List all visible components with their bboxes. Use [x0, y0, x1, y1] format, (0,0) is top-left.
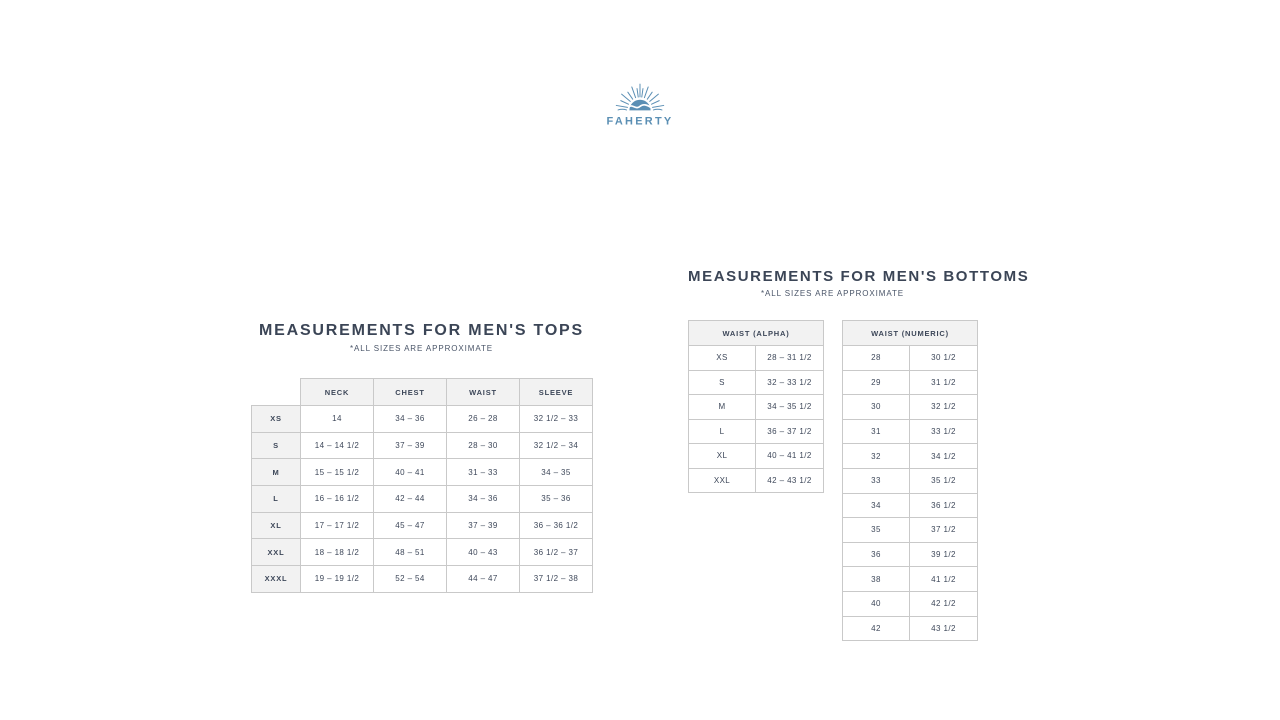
chest-value: 42 – 44	[374, 486, 447, 513]
neck-value: 16 – 16 1/2	[301, 486, 374, 513]
sleeve-value: 36 1/2 – 37	[520, 539, 593, 566]
neck-value: 14 – 14 1/2	[301, 432, 374, 459]
sleeve-value: 35 – 36	[520, 486, 593, 513]
waist-range: 32 – 33 1/2	[756, 370, 824, 395]
bottoms-subtitle: *ALL SIZES ARE APPROXIMATE	[761, 289, 904, 298]
sun-wave-icon	[583, 70, 697, 128]
size-label: XXL	[252, 539, 301, 566]
sleeve-value: 32 1/2 – 34	[520, 432, 593, 459]
chest-value: 52 – 54	[374, 566, 447, 593]
size-label: 29	[843, 370, 910, 395]
waist-value: 37 – 39	[447, 512, 520, 539]
waist-value: 28 – 30	[447, 432, 520, 459]
waist-range: 28 – 31 1/2	[756, 346, 824, 371]
waist-value: 33 1/2	[910, 419, 978, 444]
sleeve-value: 36 – 36 1/2	[520, 512, 593, 539]
neck-value: 18 – 18 1/2	[301, 539, 374, 566]
table-row	[252, 539, 593, 566]
size-label: M	[252, 459, 301, 486]
chest-value: 45 – 47	[374, 512, 447, 539]
chest-value: 40 – 41	[374, 459, 447, 486]
size-label: M	[689, 395, 756, 420]
neck-value: 17 – 17 1/2	[301, 512, 374, 539]
numeric-header-row	[843, 321, 978, 346]
tops-header-row	[252, 379, 593, 406]
size-label: XXXL	[252, 566, 301, 593]
waist-value: 43 1/2	[910, 616, 978, 641]
bottoms-title: MEASUREMENTS FOR MEN'S BOTTOMS	[688, 268, 1030, 285]
table-row	[843, 419, 978, 444]
table-row	[843, 346, 978, 371]
waist-value: 32 1/2	[910, 395, 978, 420]
tops-col-waist: WAIST	[447, 379, 520, 406]
table-row	[252, 486, 593, 513]
table-row	[843, 518, 978, 543]
table-row	[252, 512, 593, 539]
size-label: L	[252, 486, 301, 513]
table-row	[843, 567, 978, 592]
table-row	[689, 468, 824, 493]
table-row	[843, 370, 978, 395]
size-label: XL	[689, 444, 756, 469]
size-label: 35	[843, 518, 910, 543]
table-row	[843, 591, 978, 616]
tops-col-chest: CHEST	[374, 379, 447, 406]
size-label: 34	[843, 493, 910, 518]
waist-value: 40 – 43	[447, 539, 520, 566]
size-label: XL	[252, 512, 301, 539]
waist-value: 34 – 36	[447, 486, 520, 513]
sleeve-value: 34 – 35	[520, 459, 593, 486]
table-row	[843, 542, 978, 567]
waist-numeric-table	[842, 320, 978, 641]
table-row	[252, 406, 593, 433]
size-label: 40	[843, 591, 910, 616]
size-label: XXL	[689, 468, 756, 493]
table-row	[843, 395, 978, 420]
table-row	[843, 468, 978, 493]
table-row	[843, 616, 978, 641]
table-row	[252, 432, 593, 459]
logo-wordmark: FAHERTY	[606, 115, 674, 128]
waist-value: 31 – 33	[447, 459, 520, 486]
size-label: 42	[843, 616, 910, 641]
tops-corner-cell	[252, 379, 301, 406]
table-row	[843, 493, 978, 518]
table-row	[689, 395, 824, 420]
neck-value: 19 – 19 1/2	[301, 566, 374, 593]
waist-range: 36 – 37 1/2	[756, 419, 824, 444]
waist-value: 36 1/2	[910, 493, 978, 518]
tops-title: MEASUREMENTS FOR MEN'S TOPS	[258, 322, 585, 339]
waist-value: 26 – 28	[447, 406, 520, 433]
waist-value: 31 1/2	[910, 370, 978, 395]
waist-value: 35 1/2	[910, 468, 978, 493]
sleeve-value: 37 1/2 – 38	[520, 566, 593, 593]
table-row	[689, 419, 824, 444]
size-label: 31	[843, 419, 910, 444]
waist-range: 42 – 43 1/2	[756, 468, 824, 493]
table-row	[843, 444, 978, 469]
table-row	[689, 370, 824, 395]
table-row	[252, 566, 593, 593]
size-label: 28	[843, 346, 910, 371]
size-label: L	[689, 419, 756, 444]
size-label: 33	[843, 468, 910, 493]
size-label: 36	[843, 542, 910, 567]
waist-value: 42 1/2	[910, 591, 978, 616]
tops-subtitle: *ALL SIZES ARE APPROXIMATE	[350, 344, 493, 353]
neck-value: 15 – 15 1/2	[301, 459, 374, 486]
size-label: 38	[843, 567, 910, 592]
waist-range: 40 – 41 1/2	[756, 444, 824, 469]
numeric-header: WAIST (NUMERIC)	[843, 321, 978, 346]
size-label: 30	[843, 395, 910, 420]
waist-value: 30 1/2	[910, 346, 978, 371]
neck-value: 14	[301, 406, 374, 433]
table-row	[252, 459, 593, 486]
table-row	[689, 346, 824, 371]
faherty-logo	[583, 70, 697, 128]
waist-value: 41 1/2	[910, 567, 978, 592]
waist-value: 39 1/2	[910, 542, 978, 567]
chest-value: 48 – 51	[374, 539, 447, 566]
waist-range: 34 – 35 1/2	[756, 395, 824, 420]
chest-value: 37 – 39	[374, 432, 447, 459]
waist-alpha-table	[688, 320, 824, 493]
alpha-header: WAIST (ALPHA)	[689, 321, 824, 346]
alpha-header-row	[689, 321, 824, 346]
tops-size-table	[251, 378, 593, 593]
waist-value: 34 1/2	[910, 444, 978, 469]
sleeve-value: 32 1/2 – 33	[520, 406, 593, 433]
size-label: XS	[689, 346, 756, 371]
size-label: XS	[252, 406, 301, 433]
size-label: S	[689, 370, 756, 395]
tops-col-sleeve: SLEEVE	[520, 379, 593, 406]
waist-value: 37 1/2	[910, 518, 978, 543]
size-label: 32	[843, 444, 910, 469]
size-label: S	[252, 432, 301, 459]
waist-value: 44 – 47	[447, 566, 520, 593]
tops-col-neck: NECK	[301, 379, 374, 406]
table-row	[689, 444, 824, 469]
chest-value: 34 – 36	[374, 406, 447, 433]
